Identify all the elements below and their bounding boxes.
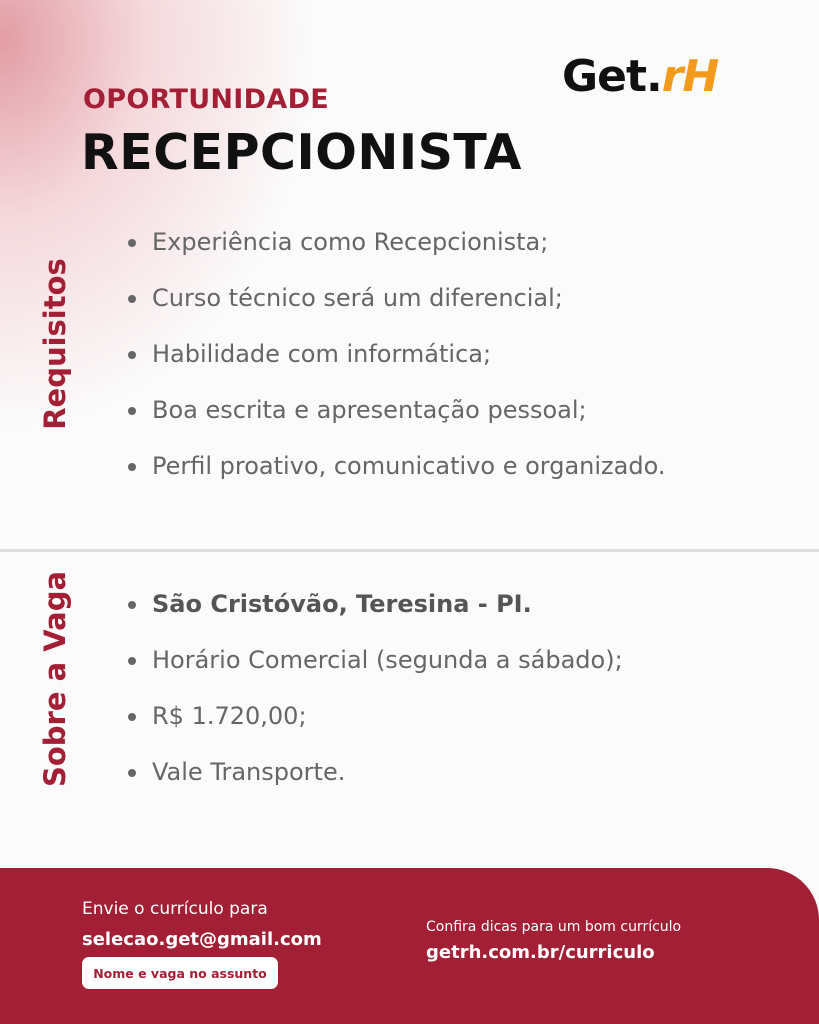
bullet-icon (128, 407, 136, 415)
list-item-text: Curso técnico será um diferencial; (152, 284, 563, 312)
list-item (128, 758, 623, 814)
list-item (128, 646, 623, 702)
bullet-icon (128, 351, 136, 359)
list-item (128, 396, 665, 452)
tips-link[interactable]: getrh.com.br/curriculo (426, 942, 655, 963)
list-item (128, 452, 665, 508)
logo-main: Get. (562, 51, 662, 102)
footer-banner (0, 868, 819, 1024)
bullet-icon (128, 713, 136, 721)
bullet-icon (128, 769, 136, 777)
list-item (128, 340, 665, 396)
job-title: RECEPCIONISTA (81, 124, 522, 181)
list-item (128, 284, 665, 340)
list-item-text: Perfil proativo, comunicativo e organizado. (152, 452, 666, 480)
list-item-text: Horário Comercial (segunda a sábado); (152, 646, 623, 674)
contact-email[interactable]: selecao.get@gmail.com (82, 929, 322, 950)
bullet-icon (128, 657, 136, 665)
vaga-list (128, 590, 623, 814)
section-divider (0, 549, 819, 552)
requisitos-list (128, 228, 665, 508)
sobre-vaga-label: Sobre a Vaga (38, 570, 72, 788)
send-cv-text: Envie o currículo para (82, 899, 268, 919)
list-item-text: Vale Transporte. (152, 758, 346, 786)
list-item-text: São Cristóvão, Teresina - PI. (152, 590, 532, 618)
list-item-text: Experiência como Recepcionista; (152, 228, 549, 256)
list-item-text: Boa escrita e apresentação pessoal; (152, 396, 587, 424)
list-item (128, 228, 665, 284)
tips-text: Confira dicas para um bom currículo (426, 919, 682, 935)
bullet-icon (128, 295, 136, 303)
bullet-icon (128, 463, 136, 471)
list-item (128, 702, 623, 758)
subject-badge: Nome e vaga no assunto (82, 957, 278, 989)
logo-accent: rH (661, 51, 719, 102)
requisitos-label: Requisitos (38, 258, 72, 430)
getrh-logo (562, 52, 718, 102)
bullet-icon (128, 239, 136, 247)
list-item-text: Habilidade com informática; (152, 340, 492, 368)
list-item (128, 590, 623, 646)
list-item-text: R$ 1.720,00; (152, 702, 307, 730)
bullet-icon (128, 601, 136, 609)
eyebrow-label: OPORTUNIDADE (83, 84, 330, 115)
